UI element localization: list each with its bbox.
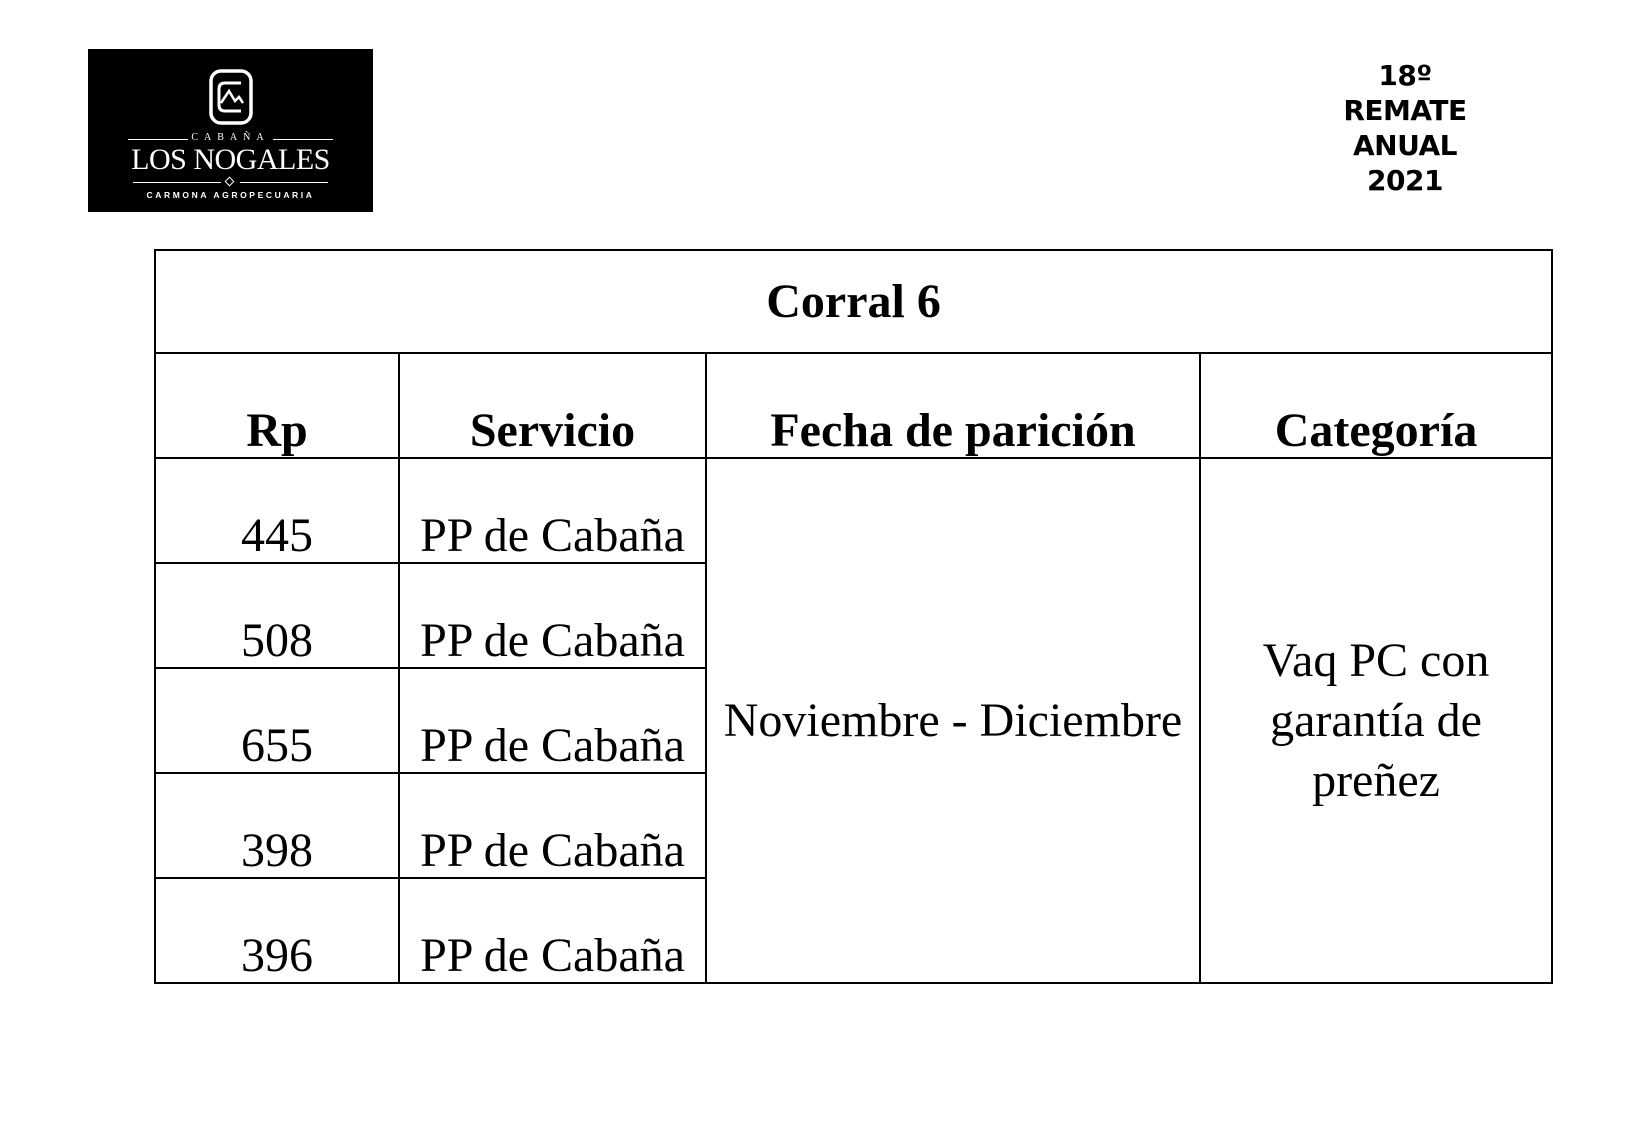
rp-cell: 396	[155, 878, 399, 983]
logo-tagline: CARMONA AGROPECUARIA	[146, 190, 315, 200]
logo-divider	[133, 182, 221, 183]
column-header-fecha: Fecha de parición	[706, 353, 1200, 458]
diamond-icon	[225, 177, 235, 187]
brand-emblem-icon	[207, 69, 255, 125]
categoria-cell: Vaq PC con garantía de preñez	[1200, 458, 1552, 983]
rp-cell: 508	[155, 563, 399, 668]
corral-table	[154, 249, 1553, 984]
servicio-cell: PP de Cabaña	[399, 563, 706, 668]
event-line-2: ANUAL	[1353, 129, 1457, 162]
logo-brand-name: LOS NOGALES	[131, 143, 330, 176]
table-row	[155, 458, 1552, 563]
servicio-cell: PP de Cabaña	[399, 668, 706, 773]
servicio-cell: PP de Cabaña	[399, 773, 706, 878]
event-line-1: REMATE	[1343, 94, 1467, 127]
column-header-categoria: Categoría	[1200, 353, 1552, 458]
column-header-rp: Rp	[155, 353, 399, 458]
rp-cell: 445	[155, 458, 399, 563]
fecha-cell: Noviembre - Diciembre	[706, 458, 1200, 983]
logo-top-text: CABAÑA	[191, 132, 270, 143]
event-year: 2021	[1367, 164, 1443, 197]
company-logo	[88, 49, 373, 212]
rp-cell: 655	[155, 668, 399, 773]
servicio-cell: PP de Cabaña	[399, 878, 706, 983]
event-edition: 18º	[1378, 59, 1432, 92]
logo-divider	[273, 139, 333, 140]
servicio-cell: PP de Cabaña	[399, 458, 706, 563]
rp-cell: 398	[155, 773, 399, 878]
table-title: Corral 6	[155, 250, 1552, 353]
column-header-servicio: Servicio	[399, 353, 706, 458]
logo-divider	[240, 182, 328, 183]
event-heading	[1320, 58, 1490, 198]
